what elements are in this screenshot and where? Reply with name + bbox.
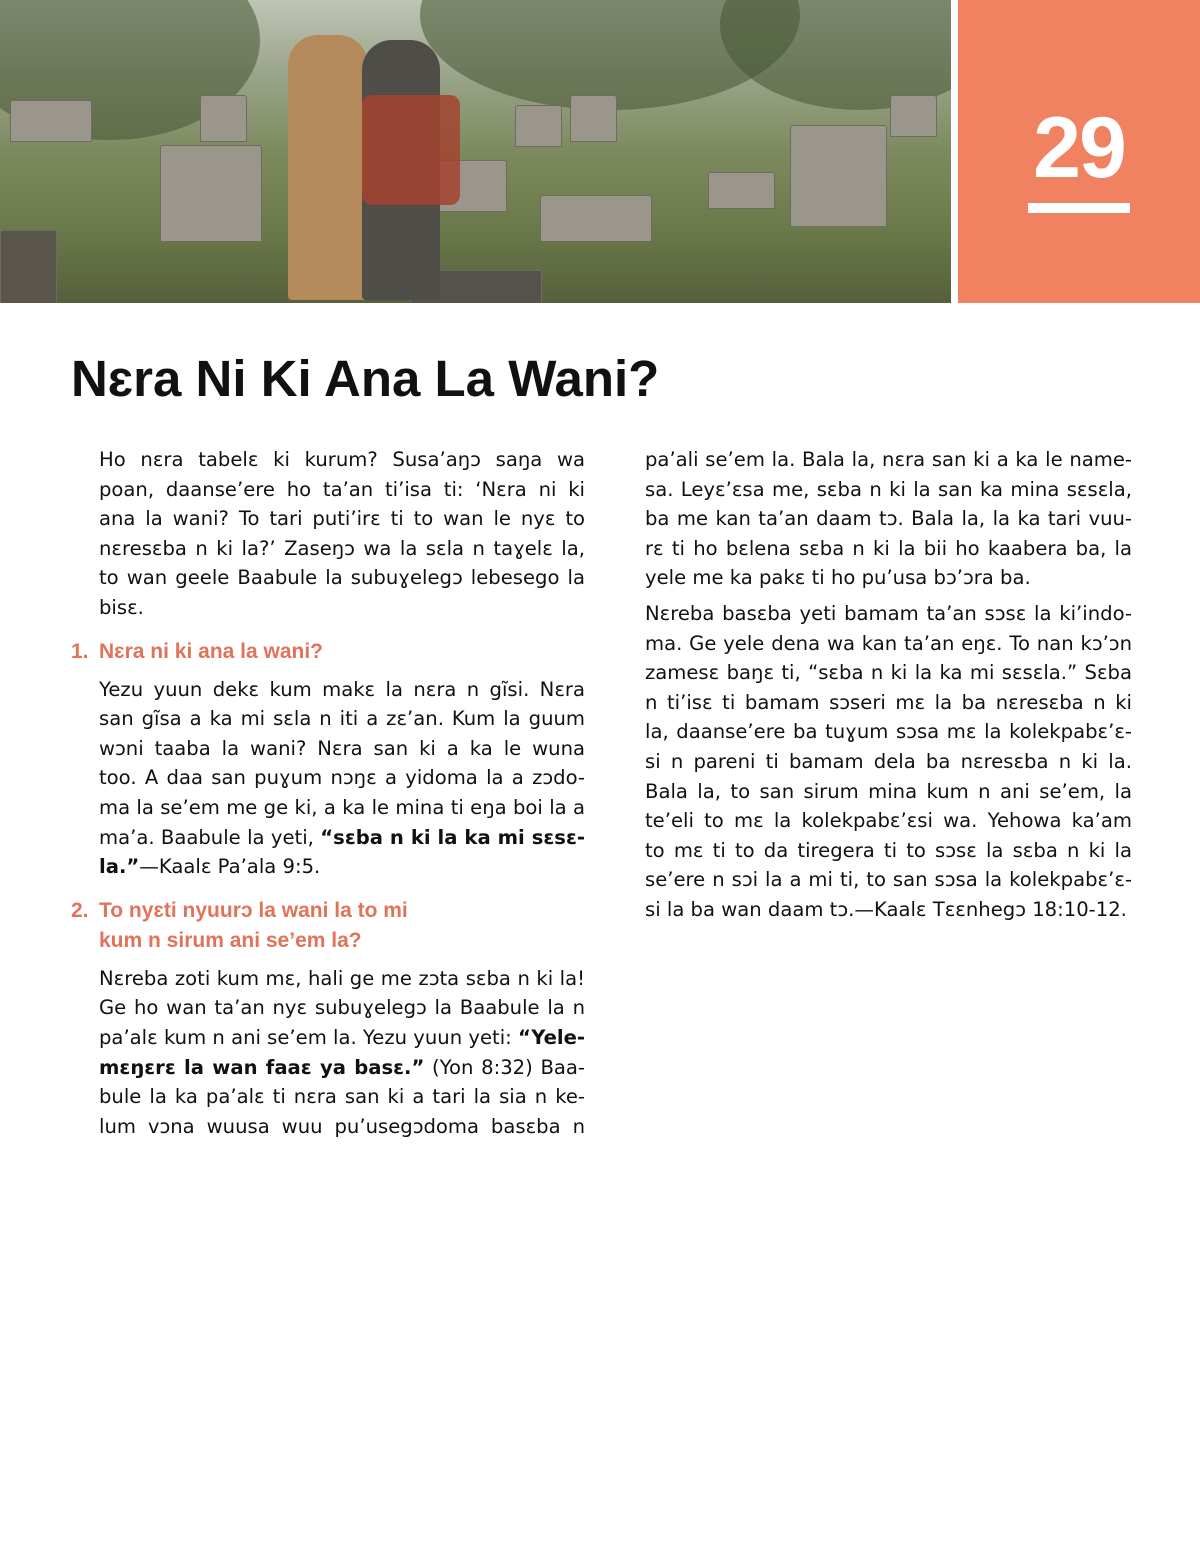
text-line — [99, 852, 585, 882]
text-line — [99, 763, 585, 793]
bold-quote-text: la.” — [99, 855, 140, 879]
body-paragraph — [71, 445, 585, 623]
body-text: pa’alɛ kum n ani se’em la. Yezu yuun yeti: — [99, 1025, 518, 1049]
body-text: —Kaalɛ Pa’ala 9:5. — [139, 855, 321, 879]
body-text: se’ere n sɔi la a mi ti, to san sɔsa la kolekpabɛ’ɛ- — [645, 868, 1132, 892]
body-text: (Yon 8:32) Baa- — [424, 1055, 585, 1079]
body-text: Nɛreba zoti kum mɛ, hali ge me zɔta sɛba n ki la! — [99, 966, 585, 990]
lesson-number: 29 — [1033, 100, 1125, 196]
body-text: Nɛreba basɛba yeti bamam ta’an sɔsɛ la ki’indo- — [645, 601, 1132, 625]
body-text: bisɛ. — [99, 595, 144, 619]
text-line — [99, 675, 585, 705]
body-text: si n pareni ti bamam dela ba nɛresɛba n ki la. — [645, 749, 1132, 773]
body-text: pa’ali se’em la. Bala la, nɛra san ki a ka le name- — [645, 448, 1132, 471]
body-text: ma la se’em me ge ki, a ka le mina ti eŋa boi la a — [99, 795, 585, 819]
text-line — [645, 717, 1132, 747]
question-text: kum n sirum ani se’em la? — [99, 928, 362, 952]
body-text: nɛresɛba n ki la?’ Zaseŋɔ wa la sɛla n taɣelɛ la, — [99, 536, 585, 560]
text-line — [645, 806, 1132, 836]
question-heading — [71, 896, 585, 956]
body-text: Yezu yuun dekɛ kum makɛ la nɛra n gĩsi. Nɛra — [99, 677, 585, 701]
text-line — [645, 747, 1132, 777]
text-line — [645, 865, 1132, 895]
body-text: to mɛ ti to da tiregera ti to sɔsɛ la sɛba n ki la — [645, 838, 1132, 862]
text-line — [99, 593, 585, 623]
text-line — [645, 504, 1132, 534]
text-line — [645, 658, 1132, 688]
body-text: lum vɔna wuusa wuu pu’usegɔdoma basɛba n — [99, 1114, 585, 1138]
text-line — [645, 895, 1132, 925]
question-text: To nyɛti nyuurɔ la wani la to mi — [99, 898, 408, 922]
question-number: 2. — [71, 898, 89, 922]
body-text: sa. Leyɛ’ɛsa me, sɛba n ki la san ka mina sɛsɛla, — [645, 477, 1132, 501]
body-text: ma. Ge yele dena wa kan ta’an eŋɛ. To nan kɔ’ɔn — [645, 631, 1132, 655]
body-text: rɛ ti ho bɛlena sɛba n ki la bii ho kaabera ba, la — [645, 536, 1132, 560]
text-line — [99, 993, 585, 1023]
body-text: too. A daa san puɣum nɔŋɛ a yidoma la a zɔdo- — [99, 766, 585, 790]
body-text: te’eli to mɛ la kolekpabɛ’ɛsi wa. Yehowa ka’am — [645, 809, 1132, 833]
body-text: la, daanse’ere ba tuɣum sɔsa mɛ la kolekpabɛ’ɛ- — [645, 720, 1132, 744]
body-text: yele me ka pakɛ ti ho pu’usa bɔ’ɔra ba. — [645, 566, 1031, 590]
lesson-number-box — [958, 0, 1200, 303]
body-text: n ti’isɛ ti bamam sɔseri mɛ la ba nɛresɛba n ki — [645, 690, 1132, 714]
text-line — [99, 793, 585, 823]
body-text: zamesɛ baŋɛ ti, “sɛba n ki la ka mi sɛsɛla.” Sɛba — [645, 661, 1132, 685]
lesson-number-underline — [1028, 203, 1130, 213]
bold-quote-text: “Yele- — [517, 1025, 586, 1049]
body-text: ba me kan ta’an daam tɔ. Bala la, la ka tari vuu- — [645, 507, 1132, 531]
page-title: Nɛra Ni Ki Ana La Wani? — [71, 350, 660, 407]
text-line — [645, 629, 1132, 659]
text-line — [645, 777, 1132, 807]
bold-quote-text: “sɛba n ki la ka mi sɛsɛ- — [320, 825, 585, 849]
body-paragraph — [645, 599, 1132, 925]
text-line — [99, 1082, 585, 1112]
text-line — [99, 504, 585, 534]
right-column — [645, 445, 1132, 931]
body-paragraph — [71, 675, 585, 882]
text-line — [645, 688, 1132, 718]
bold-quote-text: mɛŋɛrɛ la wan faaɛ ya basɛ.” — [99, 1055, 425, 1079]
text-line — [99, 475, 585, 505]
body-text: Ho nɛra tabelɛ ki kurum? Susa’aŋɔ saŋa wa — [99, 448, 585, 471]
question-number: 1. — [71, 639, 89, 663]
body-paragraph — [645, 445, 1132, 593]
text-line — [99, 734, 585, 764]
text-line — [99, 1023, 585, 1053]
body-text: poan, daanse’ere ho ta’an ti’isa ti: ‘Nɛra ni ki — [99, 477, 585, 501]
text-line — [99, 1053, 585, 1083]
cemetery-photo — [0, 0, 951, 303]
body-text: ma’a. Baabule la yeti, — [99, 825, 321, 849]
text-line — [99, 704, 585, 734]
body-text: bule la ka pa’alɛ ti nɛra san ki a tari la sia n ke- — [99, 1085, 585, 1109]
body-text: Bala la, to san sirum mina kum n ani se’em, la — [645, 779, 1132, 803]
text-line — [99, 445, 585, 475]
body-text: ana la wani? To tari puti’irɛ ti to wan le nyɛ to — [99, 507, 585, 531]
text-line — [645, 475, 1132, 505]
text-line — [645, 599, 1132, 629]
body-paragraph — [71, 964, 585, 1142]
text-line — [645, 445, 1132, 475]
text-line — [99, 823, 585, 853]
body-text: wɔni taaba la wani? Nɛra san ki a ka le wuna — [99, 736, 585, 760]
body-text: to wan geele Baabule la subuɣelegɔ lebesego la — [99, 566, 585, 590]
question-heading — [71, 637, 585, 667]
question-text: Nɛra ni ki ana la wani? — [99, 639, 324, 663]
body-text: san gĩsa a ka mi sɛla n iti a zɛ’an. Kum la guum — [99, 707, 585, 731]
text-line — [99, 534, 585, 564]
text-line — [645, 534, 1132, 564]
text-line — [99, 563, 585, 593]
text-line — [645, 836, 1132, 866]
text-line — [645, 563, 1132, 593]
text-line — [99, 1112, 585, 1142]
body-text: si la ba wan daam tɔ.—Kaalɛ Tɛɛnhegɔ 18:10-12. — [645, 897, 1127, 921]
left-column — [71, 445, 585, 1147]
body-text: Ge ho wan ta’an nyɛ subuɣelegɔ la Baabule la n — [99, 996, 585, 1020]
text-line — [99, 964, 585, 994]
